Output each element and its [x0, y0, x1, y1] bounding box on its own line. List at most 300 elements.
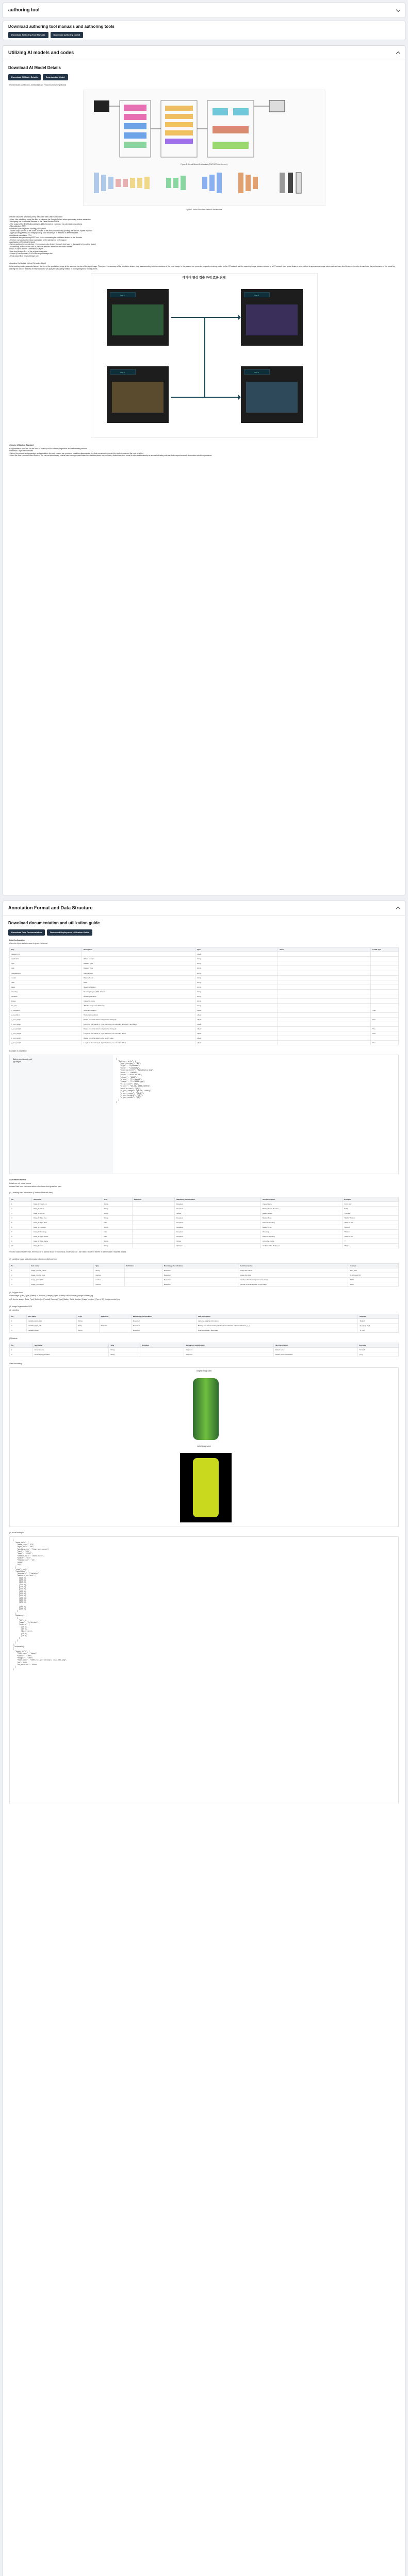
table-cell: String — [94, 1268, 125, 1273]
service-title: • Service Utilization Standard — [9, 444, 34, 447]
table-cell: string — [195, 966, 278, 971]
example-json: { "Battery_info": { "application": "EV", "type": "Cylinder", "task": "Classify", "manufacturer": "Manufacturing", "model": "18650", "date": "2020-09-11", "shape": "1111", "place": "C:\\test1", "image": "C:\\1000.jpg", "file_size": 1024, "x_res": "[0-40, 1000,1000]", "resolution": "(1)", "x_pos_range": "[0-40, 1000]", "y_pos_range": "[1,1]", "x_pos_height": "(0)", "x_pos_width": "(0)" } } — [116, 1058, 154, 1104]
table-cell: Dataset Type — [82, 961, 195, 966]
table-cell: place — [10, 985, 82, 989]
table-cell: model — [10, 975, 82, 980]
original-image-caption: Original image view — [196, 1370, 212, 1372]
table-cell: Required — [162, 1282, 238, 1286]
table-row — [10, 952, 399, 957]
table-cell — [132, 1229, 174, 1234]
chevron-down-icon[interactable] — [396, 7, 400, 11]
download-manuals-button[interactable]: Download Authoring Tool Manuals — [8, 32, 48, 38]
section-title: authoring tool — [8, 7, 40, 13]
col-header: Value — [278, 947, 371, 952]
col-header: Type — [76, 1314, 99, 1319]
table-cell: string — [195, 989, 278, 994]
table-row — [10, 1206, 399, 1211]
table-cell: Where to use it — [82, 957, 195, 961]
process-flow-figure — [91, 273, 318, 438]
section-header[interactable] — [3, 901, 405, 916]
table-cell: Image file name — [82, 998, 195, 1003]
table-cell: Shooting filename — [82, 994, 195, 998]
architecture-bullets — [3, 214, 405, 259]
table-cell: Battery Model — [82, 975, 195, 980]
table-cell: string — [195, 998, 278, 1003]
bullet-line: - The output of the first Multimodal layer (2D) channels is converted into stepwise convolutions — [9, 223, 83, 225]
architecture-diagram — [83, 90, 325, 206]
service-line: • Attention Diagnostic Services — [9, 450, 34, 452]
segmentation-sub: (1) Labelling — [9, 1309, 19, 1311]
table-cell — [132, 1225, 174, 1229]
table-cell: 6 — [10, 1225, 32, 1229]
table-cell — [99, 1319, 131, 1324]
table-cell: 'Defect' — [358, 1319, 399, 1324]
bullet-line: - Normalization: FPN — [9, 225, 26, 228]
table-cell — [278, 966, 371, 971]
table-cell — [371, 989, 399, 994]
table-cell: Defect point coordinates — [273, 1352, 357, 1357]
table-cell — [278, 1012, 371, 1017]
col-header: Type — [102, 1197, 132, 1201]
section-header[interactable] — [3, 3, 405, 18]
table-cell: 1 — [10, 1201, 32, 1206]
bullet-line: • Model Structural Networks (SRN) Backbone with Deep Convolution — [9, 216, 63, 218]
table-cell: y_resolution — [10, 1012, 82, 1017]
table-cell: Date — [82, 980, 195, 985]
table-cell: '1000' — [348, 1277, 398, 1282]
table-cell: '2022-01-23' — [342, 1220, 399, 1225]
table-row — [10, 1003, 399, 1008]
col-header: Item Description — [196, 1314, 357, 1319]
table-cell — [278, 957, 371, 961]
table-cell: 'Cylinder' — [342, 1211, 399, 1215]
table-cell: String — [76, 1328, 99, 1333]
col-header: Definition — [125, 1263, 162, 1268]
table-cell — [132, 1201, 174, 1206]
table-cell: Data_ID.Name — [32, 1206, 102, 1211]
service-lines — [3, 448, 405, 457]
table-cell: Optional — [175, 1244, 261, 1248]
architecture-svg — [84, 90, 326, 206]
bullet-line: - Final output first: Original image size — [9, 255, 39, 257]
table-cell: Date Of Shooting — [260, 1220, 342, 1225]
table-cell: string — [195, 980, 278, 985]
col-header: Description — [82, 947, 195, 952]
service-line: - Used the New Nodular Defect Entries: The current defect rating criteria have been prepared based on statistical data, but the history defect detection model is expected to develop a new defect rating criterion that comprehensively determines electrical problems — [9, 454, 212, 456]
col-header: Item name — [32, 1343, 108, 1347]
table-cell — [371, 1012, 399, 1017]
table-cell: object — [195, 1017, 278, 1022]
table-row — [10, 1352, 399, 1357]
table-cell: type — [10, 961, 82, 966]
table-cell: Data_ID.Type.Date — [32, 1220, 102, 1225]
table-cell — [125, 1268, 162, 1273]
table-cell — [99, 1328, 131, 1333]
process-flow-title: 메타버 영상 검출 과정 흐름 단계 — [182, 277, 226, 280]
table-cell — [132, 1244, 174, 1248]
table-cell — [371, 952, 399, 957]
section-authoring-tool — [3, 3, 405, 18]
table-cell: 3 — [10, 1211, 32, 1215]
table-cell: y_pos_height — [10, 1031, 82, 1036]
table-cell — [132, 1239, 174, 1244]
input-image — [94, 100, 109, 112]
example-label: Example of annotation — [9, 1049, 27, 1052]
table-cell: string — [195, 971, 278, 975]
table-cell: Date Of Shooting — [260, 1234, 342, 1239]
table-cell — [278, 1026, 371, 1031]
bullet-line: • Attribute Spatial Pyramid Pooling(ASPP) FPN — [9, 227, 46, 230]
step-label: Step 4 — [244, 369, 270, 375]
bullet-line: - Additionally, it reduces the loss of previous features via resnet electronic frames — [9, 245, 72, 248]
locating-title: • Locating the Nodular (Artery) Defective Model — [9, 262, 46, 265]
table-cell: Image_info.height — [29, 1282, 94, 1286]
table-cell: Required — [131, 1328, 196, 1333]
table-cell: Date — [102, 1220, 132, 1225]
step-label: Step 3 — [110, 369, 136, 375]
table-cell: Labelling tagging information — [196, 1319, 357, 1324]
table-cell: Labelling.type_info — [26, 1324, 76, 1328]
table-row — [10, 1347, 399, 1352]
table-cell: Length of the nodule (X, Y) of the frame, so extended defect — [82, 1031, 195, 1036]
polygon-line: • (2) Anchor image: [Data_Type] [Defect] or [Product] [Sample] [Type] [Battery Serial Number] [Image Number]_[Fan or ID]_[Image number].jpg — [9, 1298, 120, 1300]
table-row — [10, 966, 399, 971]
bullet-line: - Designing the Multimodal Skeleton to the Three Blocks of SRN — [9, 221, 59, 223]
table-cell: Range of nozzle defect entry(can be changed) — [82, 1017, 195, 1022]
col-header: Item name — [26, 1314, 76, 1319]
table-cell: 'NETA' 'Hidden' — [342, 1215, 399, 1220]
table-cell: string — [195, 957, 278, 961]
table-cell: Required — [175, 1229, 261, 1234]
table-cell — [371, 971, 399, 975]
col-header: Item Description — [238, 1263, 348, 1268]
table-row — [10, 1328, 399, 1333]
table-cell: 8 — [10, 1234, 32, 1239]
table-row — [10, 1012, 399, 1017]
table-row — [10, 975, 399, 980]
config-sub: • Item the input attribute name is given the format — [9, 942, 47, 944]
table-cell — [278, 1008, 371, 1012]
chevron-up-icon[interactable] — [396, 52, 400, 56]
figure-1-caption: Figure 1 Model Structural Network Architecture — [186, 209, 222, 211]
table-cell: Data_ID.id.type — [32, 1211, 102, 1215]
table-cell: Vertical resolution — [82, 1008, 195, 1012]
table-cell: Data_ID.sri.id — [32, 1244, 102, 1248]
table-cell: Required — [175, 1220, 261, 1225]
table-cell: '1000' — [348, 1282, 398, 1286]
table-row — [10, 1273, 399, 1277]
table-cell: Required — [162, 1277, 238, 1282]
table-row — [10, 1319, 399, 1324]
polygon-label: (3) Polygon Areas — [9, 1291, 23, 1294]
col-header: Example — [348, 1263, 398, 1268]
table-cell: Required — [184, 1352, 274, 1357]
table-row — [10, 989, 399, 994]
table-cell: y_pos_length — [10, 1040, 82, 1045]
defects-label: (2)Defects — [9, 1337, 18, 1340]
table-cell: String — [102, 1225, 132, 1229]
section-download-tools — [3, 21, 405, 40]
table-cell — [371, 985, 399, 989]
polygon-line: • With image: [Data_Type] [Defect] or [Product] [Sample] [Spec] [Battery Serial Number] [Image Number].jpg — [9, 1295, 93, 1297]
col-header: Item Description — [260, 1197, 342, 1201]
table-cell — [371, 1022, 399, 1026]
table-cell: manufacturer — [10, 971, 82, 975]
table-cell: string — [195, 975, 278, 980]
col-header: No — [10, 1263, 29, 1268]
table-cell: Defects.name — [32, 1347, 108, 1352]
table-cell: application — [10, 957, 82, 961]
section-title: Download authoring tool manuals and authoring tools — [8, 24, 115, 29]
section-annotation-format — [3, 901, 405, 2576]
table-row — [10, 1268, 399, 1273]
table-cell: Is this the profile — [260, 1239, 342, 1244]
col-header: Mandatory classification — [131, 1314, 196, 1319]
table-cell — [371, 1003, 399, 1008]
data-structure-table — [9, 947, 399, 1045]
col-header: No — [10, 1197, 32, 1201]
table-cell: '2022-01-23' — [342, 1234, 399, 1239]
table-cell: Required — [175, 1206, 261, 1211]
table-cell: 3 — [10, 1328, 27, 1333]
defects-table — [9, 1343, 399, 1357]
table-cell: 'Ripped' — [342, 1225, 399, 1229]
table-cell: Option * — [175, 1211, 261, 1215]
table-cell: '[x,y]' — [357, 1352, 399, 1357]
table3-label: (2) Labelling Image Meta Information (Common Attribute Item) — [9, 1258, 58, 1261]
table2-label: (1) Labelling Meta Information (Common Attributes Item) — [9, 1192, 53, 1194]
section-title: Utilizing AI models and codes — [8, 49, 74, 55]
table-cell: filename — [10, 994, 82, 998]
col-header: Definition — [132, 1197, 174, 1201]
table-cell: Labelling.class — [26, 1328, 76, 1333]
battery-label-image — [180, 1453, 232, 1522]
process-steps — [107, 289, 303, 428]
table-cell: Data_ID.Height.Ln — [32, 1201, 102, 1206]
bullet-line: • Input / Output of Inner Dimensional Layers — [9, 248, 43, 250]
bullet-line: - Core: Use a building model the filter to enhance the Sculpted's field where performing feature extraction — [9, 218, 91, 221]
section-ai-models — [3, 45, 405, 895]
table-cell — [140, 1347, 184, 1352]
table-cell: String — [102, 1211, 132, 1215]
table-cell: 3 — [10, 1277, 29, 1282]
table-cell: Required — [175, 1225, 261, 1229]
table-cell: Dataset Type — [82, 966, 195, 971]
labelling-table — [9, 1314, 399, 1333]
table-cell: number — [94, 1282, 125, 1286]
table-cell: Image_info.width — [29, 1277, 94, 1282]
table-cell: 1 — [10, 1319, 27, 1324]
table-cell: JPG file image size (Pictures) — [82, 1003, 195, 1008]
table-cell — [278, 998, 371, 1003]
table-cell — [132, 1220, 174, 1225]
table-cell: 4 — [10, 1215, 32, 1220]
table-cell — [125, 1273, 162, 1277]
col-header: Definition — [99, 1314, 131, 1319]
table-cell: True — [371, 1017, 399, 1022]
table-cell: String — [109, 1352, 140, 1357]
table-cell: Image File Name — [238, 1268, 348, 1273]
table-cell: Data_ID.Shooting — [32, 1229, 102, 1234]
table-cell: Battery sort data boundary / find-in-a-Coordinated map / coordinates_x_y — [196, 1324, 357, 1328]
table-cell: True — [371, 1031, 399, 1036]
table-cell: x_pos_length — [10, 1036, 82, 1040]
download-model-details-button[interactable]: Download AI Model Details — [8, 74, 41, 80]
table-cell: task — [10, 966, 82, 971]
table-cell — [278, 1022, 371, 1026]
table-cell: String — [102, 1215, 132, 1220]
annotation-sub-1: Details on cell model format — [9, 1182, 31, 1184]
chevron-up-icon[interactable] — [396, 907, 400, 911]
table-row — [10, 1234, 399, 1239]
table-cell — [371, 966, 399, 971]
table-cell — [278, 975, 371, 980]
table-cell: 'Wrap' — [342, 1244, 399, 1248]
table-cell: Image_info.file_size — [29, 1273, 94, 1277]
table-cell: Shooting tagging (fldA: "Desk") — [82, 989, 195, 994]
service-line: - When the surface is disorganized and calculation for each version can provide a condition diagnosis service that can show the area of the defect area and the type of defect — [9, 452, 143, 454]
table-cell: Shooting — [260, 1229, 342, 1234]
table-cell: object — [195, 1012, 278, 1017]
table-row — [10, 961, 399, 966]
table-row — [10, 1282, 399, 1286]
table-cell: Battery Type — [260, 1215, 342, 1220]
service-line: • Segmentation modules can be used to develop ad-hoc cloner diagnostics and define rating metrics — [9, 447, 87, 450]
table-cell — [278, 952, 371, 957]
table-row — [10, 1008, 399, 1012]
table-cell — [278, 971, 371, 975]
table-cell: 10 — [10, 1244, 32, 1248]
bullet-line: - Low level feature 1 / 4 of the original image size — [9, 250, 47, 252]
table-cell: y_pos_range — [10, 1022, 82, 1026]
table-cell: '101\_192' — [348, 1268, 398, 1273]
table-cell: 7 — [10, 1229, 32, 1234]
label-meta-table — [9, 1197, 399, 1248]
table-cell — [278, 980, 371, 985]
step-label: Step 1 — [110, 292, 136, 297]
table-row — [10, 957, 399, 961]
table-row — [10, 1277, 399, 1282]
download-documentation-button[interactable]: Download Data Documentation — [8, 929, 45, 935]
bullet-line: - When applying the architecture, the downsampling feature for each feed layer is displayed in the output feature — [9, 243, 96, 246]
table-cell: Data_ID.Type.Name — [32, 1239, 102, 1244]
segmentation-label: (3) Image Segmentation BPS — [9, 1306, 32, 1308]
table-cell: True — [371, 1026, 399, 1031]
subsection-title: Download documentation and utilization guide — [8, 921, 100, 925]
table-row — [10, 1215, 399, 1220]
table-cell: x_pos_height — [10, 1026, 82, 1031]
table-row — [10, 1017, 399, 1022]
table-cell: shooting — [10, 989, 82, 994]
table-row — [10, 1040, 399, 1045]
example-block — [9, 1055, 399, 1174]
table-cell: Image Name — [260, 1201, 342, 1206]
table-row — [10, 998, 399, 1003]
table-cell: 2 — [10, 1352, 33, 1357]
col-header: Key — [10, 947, 82, 952]
annotation-sub-2: Access Data from the frame within in the frame field gives info pass — [9, 1185, 62, 1188]
table-cell: string — [195, 1003, 278, 1008]
table-cell: Array — [76, 1324, 99, 1328]
step-panel — [107, 289, 169, 346]
figure-1-sub-caption: Figure 1 Overall Model Architecture (ENC DEC Architecture) — [181, 163, 227, 165]
table-cell — [278, 961, 371, 966]
download-model-button[interactable]: Download AI Model — [43, 74, 68, 80]
col-header: Mandatory classification — [184, 1343, 274, 1347]
table-cell: Manufacturer — [82, 971, 195, 975]
output-image — [269, 100, 285, 112]
table-cell: Required — [184, 1347, 274, 1352]
table-cell — [278, 1031, 371, 1036]
table-cell — [132, 1206, 174, 1211]
table-cell: Labelling.sort_data — [26, 1319, 76, 1324]
table-cell: 1 — [10, 1347, 33, 1352]
table-cell: 4 — [10, 1282, 29, 1286]
table-row — [10, 1031, 399, 1036]
col-header: Definition — [140, 1343, 184, 1347]
table-cell: '(0-40 pixel) KB' — [348, 1273, 398, 1277]
download-toolkit-button[interactable]: Download authoring toolkit — [51, 32, 84, 38]
subsection-title: Download AI Model Details — [8, 65, 61, 70]
section-header[interactable] — [3, 46, 405, 60]
table-cell: Required — [162, 1273, 238, 1277]
table-cell: string — [195, 994, 278, 998]
col-header: Example — [358, 1314, 399, 1319]
table-cell: Battery shape — [260, 1211, 342, 1215]
table-cell: True — [371, 1040, 399, 1045]
table-cell: Number of vertical pixels in the image — [238, 1282, 348, 1286]
table-cell: Required — [131, 1319, 196, 1324]
download-guide-button[interactable]: Download Deployment Utilization Guide — [47, 929, 92, 935]
table-row — [10, 1022, 399, 1026]
bullet-line: • Application of Residual Network — [9, 241, 35, 244]
table-cell: number — [94, 1273, 125, 1277]
table-cell: 'Hidden' — [342, 1229, 399, 1234]
table-cell: object — [195, 1031, 278, 1036]
table2-note: ※ In the case of battery rule, if the source is unclear it can be marked as a null value, i.e., null' blank. However if there is not the case it must be utilized. — [9, 1251, 127, 1253]
section-title: Annotation Format and Data Structure — [8, 905, 93, 910]
table-cell: '?' — [342, 1239, 399, 1244]
table-cell — [371, 994, 399, 998]
table-cell: Required — [175, 1201, 261, 1206]
table-cell: 2 — [10, 1273, 29, 1277]
architecture-intro: Overall Model Architecture: Architecture and Features of Learning Models — [9, 83, 67, 86]
flow-arrows — [169, 310, 241, 413]
col-header: No — [10, 1314, 27, 1319]
table-cell — [371, 980, 399, 985]
step-panel — [241, 366, 303, 423]
annotating-label: Data Annotating — [9, 1362, 22, 1365]
example-side: Battery appearance card (it) images — [10, 1055, 113, 1174]
bullet-line: • Additional convolution FPN — [9, 234, 31, 236]
table-cell: Date — [102, 1234, 132, 1239]
table-cell: string — [195, 961, 278, 966]
table-cell — [278, 1017, 371, 1022]
table-cell: object — [195, 1022, 278, 1026]
table-cell — [278, 985, 371, 989]
bullet-line: - Apply pooling (ASPP) and Image pooling. Take advantage of features of different scales — [9, 232, 78, 234]
table-row — [10, 1201, 399, 1206]
table-cell: x_pos_range — [10, 1017, 82, 1022]
table-cell: Horizontal resolution — [82, 1012, 195, 1017]
col-header: Is Null Type — [371, 947, 399, 952]
col-header: Type — [195, 947, 278, 952]
table-row — [10, 1220, 399, 1225]
table-cell: Required — [131, 1324, 196, 1328]
table-cell — [278, 989, 371, 994]
annotation-images — [9, 1367, 399, 1527]
table-cell: String — [102, 1201, 132, 1206]
